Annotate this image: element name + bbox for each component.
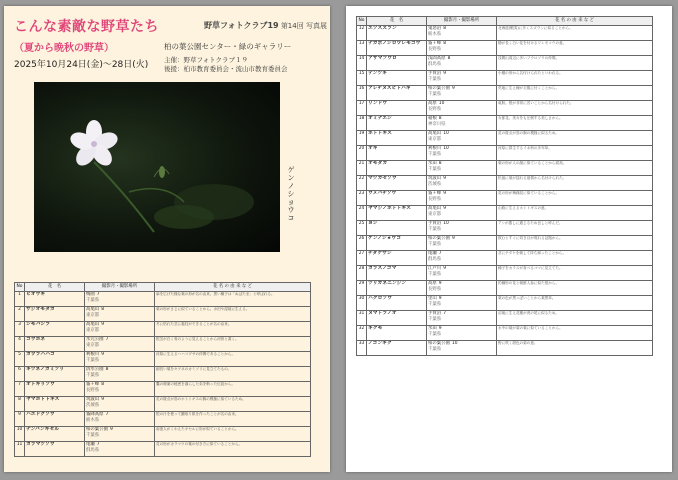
row-place-name: 高尾山 [86, 307, 100, 312]
table-row [357, 101, 653, 116]
brand-name: 野草フォトクラブ19 [204, 21, 279, 30]
row-place-name: 筑波山 [86, 397, 100, 402]
col-header-place: 撮影月・撮影場所 [427, 17, 497, 26]
table-row [15, 292, 311, 307]
table-row [15, 337, 311, 352]
row-month: 7 [438, 251, 442, 256]
row-place [427, 281, 497, 296]
row-place-name: 霧ヶ峰 [428, 41, 442, 46]
col-header-desc: 花 名 の 由 来 な ど [497, 17, 653, 26]
row-desc: 花の斑点が鳥の胸の模様に似るため。 [497, 131, 653, 146]
row-name: ナガボノシロワレモコウ [367, 41, 427, 56]
row-name: オトギリソウ [25, 382, 85, 397]
row-place [427, 71, 497, 86]
col-header-name: 花 名 [367, 17, 427, 26]
row-no: 33 [357, 341, 367, 356]
row-no: 15 [357, 71, 367, 86]
row-no: 16 [357, 86, 367, 101]
row-name: テンツキ [367, 71, 427, 86]
row-desc: 浅間山周辺に多いフウロソウの仲間。 [497, 56, 653, 71]
row-month: 10 [451, 341, 458, 346]
table-row [15, 442, 311, 457]
table-row [357, 326, 653, 341]
row-desc: 野に咲く紺色の菊の意。 [497, 341, 653, 356]
table-row [357, 41, 653, 56]
row-no: 6 [15, 367, 25, 382]
row-desc: 葉の色が黒っぽいことから葉黒草。 [497, 296, 653, 311]
row-desc: 釣鐘形の花と朝鮮人参に似た根から。 [497, 281, 653, 296]
row-month: 8 [101, 307, 104, 312]
row-place [85, 337, 155, 352]
exhibition-date: 2025年10月24日(金)〜28日(火) [14, 60, 149, 70]
row-month: 8 [438, 161, 442, 166]
row-desc: 花の斑点が鳥のホトトギスの胸の模様に似ているため。 [155, 397, 311, 412]
row-month: 7 [443, 311, 446, 316]
row-place [427, 296, 497, 311]
flower-table-right [356, 16, 653, 356]
row-place-name: 筑波山 [428, 176, 442, 181]
table-row [357, 176, 653, 191]
table-row [357, 161, 653, 176]
row-name: チダケサシ [367, 251, 427, 266]
row-month: 9 [443, 176, 446, 181]
row-desc: 葉の形がさじに似ていることから。水田や湿地に生える。 [155, 307, 311, 322]
row-place-name: 里山 [428, 296, 437, 301]
row-name: カワラハハコ [25, 352, 85, 367]
row-place [427, 341, 497, 356]
row-place-name: 利根川 [428, 146, 442, 151]
row-place [85, 307, 155, 322]
row-no: 32 [357, 326, 367, 341]
row-place-name: 浅間高原 [428, 56, 446, 61]
row-name: ヤマジノホトトギス [367, 206, 427, 221]
row-name: オギ [367, 146, 427, 161]
row-month: 9 [438, 296, 442, 301]
row-no: 1 [15, 292, 25, 307]
row-month: 9 [101, 352, 104, 357]
row-month: 7 [96, 292, 100, 297]
row-place [427, 251, 497, 266]
row-desc: 種子をカラスが食べるゴマに見立てた。 [497, 266, 653, 281]
right-page [346, 6, 672, 472]
row-no: 26 [357, 236, 367, 251]
row-prefecture: 千葉県 [428, 92, 442, 97]
flower-table-left [14, 282, 311, 457]
row-desc: 根の汁を使って蝿取り紙を作ったことが名の由来。 [155, 412, 311, 427]
row-place-name: 箱根 [428, 116, 437, 121]
row-prefecture: 千葉県 [86, 358, 100, 363]
row-no: 20 [357, 146, 367, 161]
row-name: カラスノゴマ [367, 266, 427, 281]
row-no: 17 [357, 101, 367, 116]
row-prefecture: 栃木県 [86, 418, 100, 423]
row-place-name: 尾瀬 [86, 442, 95, 447]
col-header-name: 花 名 [25, 283, 85, 292]
row-no: 14 [357, 56, 367, 71]
row-name: リンドウ [367, 101, 427, 116]
col-header-place: 撮影月・撮影場所 [85, 283, 155, 292]
row-no: 10 [15, 427, 25, 442]
row-place-name: 手賀沼 [428, 71, 442, 76]
row-no: 4 [15, 337, 25, 352]
table-row [357, 146, 653, 161]
row-month: 9 [101, 322, 104, 327]
row-place-name: 手賀沼 [428, 311, 442, 316]
row-prefecture: 千葉県 [428, 167, 442, 172]
session-label: 第14回 写真展 [280, 22, 327, 30]
table-header-row [357, 17, 653, 26]
row-desc: 冬に枯れた茎に霜柱ができることが名の由来。 [155, 322, 311, 337]
row-prefecture: 茨城県 [86, 403, 100, 408]
row-name: ウメバチソウ [367, 191, 427, 206]
row-desc: 小穂の形から名付けられたといわれる。 [497, 71, 653, 86]
row-place [85, 412, 155, 427]
row-name: オモダカ [367, 161, 427, 176]
table-row [357, 56, 653, 71]
row-place [427, 206, 497, 221]
row-name: ツリガネニンジン [367, 281, 427, 296]
row-desc: 荒地に生え種が衣服に付くことから。 [497, 86, 653, 101]
row-place [427, 131, 497, 146]
row-prefecture: 長野県 [428, 47, 442, 52]
row-name: ホトトギス [367, 131, 427, 146]
table-row [15, 382, 311, 397]
row-no: 12 [357, 26, 367, 41]
row-place [427, 41, 497, 56]
row-desc: 葉の形が人の顔に似ていることから面高。 [497, 161, 653, 176]
row-place [427, 221, 497, 236]
row-place-name: 水田 [428, 326, 437, 331]
row-no: 18 [357, 116, 367, 131]
left-page [4, 6, 330, 472]
row-month: 9 [109, 427, 113, 432]
row-prefecture: 茨城県 [428, 182, 442, 187]
row-no: 11 [15, 442, 25, 457]
row-month: 9 [101, 397, 104, 402]
row-place [427, 161, 497, 176]
row-month: 9 [451, 86, 455, 91]
row-desc: 水中の葉が菊の葉に似ていることから。 [497, 326, 653, 341]
row-desc: 南蛮人がくわえたキセルに形が似ていることから。 [155, 427, 311, 442]
row-no: 29 [357, 281, 367, 296]
table-row [357, 296, 653, 311]
row-place-name: 水田 [428, 161, 437, 166]
row-desc: 河原に群生するイネ科の多年草。 [497, 146, 653, 161]
row-place-name: 高尾山 [428, 206, 442, 211]
row-no: 22 [357, 176, 367, 191]
row-place [427, 56, 497, 71]
row-name: ヨシ [367, 221, 427, 236]
photo-caption: ゲンノショウコ [287, 166, 295, 222]
row-name: ナンバンギセル [25, 427, 85, 442]
row-prefecture: 千葉県 [86, 373, 100, 378]
row-prefecture: 千葉県 [428, 242, 442, 247]
row-name: ハエドクソウ [25, 412, 85, 427]
row-place [85, 352, 155, 367]
table-row [15, 367, 311, 382]
table-row [357, 251, 653, 266]
flower-illustration [34, 82, 280, 252]
row-month: 9 [443, 191, 446, 196]
row-prefecture: 千葉県 [428, 272, 442, 277]
row-place-name: 梅園 [86, 292, 95, 297]
row-place-name: 手賀沼 [428, 221, 442, 226]
row-place [427, 266, 497, 281]
row-name: キツネノカミソリ [25, 367, 85, 382]
row-prefecture: 長野県 [428, 107, 442, 112]
row-name: ゲンノショウコ [367, 236, 427, 251]
table-row [15, 412, 311, 427]
table-row [357, 341, 653, 356]
row-no: 8 [15, 397, 25, 412]
row-prefecture: 群馬県 [86, 448, 100, 453]
row-month: 8 [105, 367, 109, 372]
row-name: カラマツソウ [25, 442, 85, 457]
row-name: アレチヌスビトハギ [367, 86, 427, 101]
row-prefecture: 千葉県 [428, 347, 442, 352]
row-name: シモバシラ [25, 322, 85, 337]
row-no: 24 [357, 206, 367, 221]
row-desc: 花の形がカラマツの葉の付き方に似ていることから。 [155, 442, 311, 457]
row-place-name: 高尾山 [86, 322, 100, 327]
row-prefecture: 千葉県 [428, 227, 442, 232]
row-desc: 鷹の傷薬の秘密を漏らした弟を斬った伝説から。 [155, 382, 311, 397]
row-desc: 細長い葉をキツネのカミソリに見立てたもの。 [155, 367, 311, 382]
row-place-name: 水元公園 [86, 337, 104, 342]
row-no: 13 [357, 41, 367, 56]
table-row [15, 397, 311, 412]
row-month: 7 [105, 337, 109, 342]
row-name: アサマフウロ [367, 56, 427, 71]
row-month: 10 [438, 101, 445, 106]
row-name: マツカゼソウ [367, 176, 427, 191]
row-place [85, 397, 155, 412]
row-no: 25 [357, 221, 367, 236]
row-name: ヒオウギ [25, 292, 85, 307]
table-row [357, 236, 653, 251]
table-row [357, 221, 653, 236]
row-desc: 扇を広げた様な葉の形が名の由来。黒い種子は「ぬばたま」と呼ばれる。 [155, 292, 311, 307]
row-month: 7 [105, 412, 109, 417]
row-no: 7 [15, 382, 25, 397]
row-desc: 河原に生えるハハコグサの仲間であることから。 [155, 352, 311, 367]
row-prefecture: 東京都 [428, 212, 442, 217]
row-place [85, 322, 155, 337]
row-month: 10 [443, 131, 449, 136]
row-place-name: 高原 [428, 281, 437, 286]
row-place-name: 高原 [428, 101, 437, 106]
row-month: 7 [96, 442, 100, 447]
row-prefecture: 長野県 [428, 197, 442, 202]
row-place [85, 442, 155, 457]
row-no: 19 [357, 131, 367, 146]
table-row [15, 322, 311, 337]
row-place-name: 柏の葉公園 [428, 341, 450, 346]
row-place [427, 86, 497, 101]
table-header-row [15, 283, 311, 292]
row-place [427, 326, 497, 341]
row-name: キクモ [367, 326, 427, 341]
row-month: 9 [438, 281, 442, 286]
row-desc: 根茎が白く骨のように見えることから河骨と書く。 [155, 337, 311, 352]
row-month: 9 [451, 236, 455, 241]
row-name: ヌマトラノオ [367, 311, 427, 326]
row-month: 9 [443, 206, 446, 211]
table-row [357, 131, 653, 146]
col-header-desc: 花 名 の 由 来 な ど [155, 283, 311, 292]
row-place-name: 霧ヶ峰 [86, 382, 100, 387]
row-month: 10 [443, 146, 449, 151]
row-place [427, 311, 497, 326]
row-prefecture: 千葉県 [428, 332, 442, 337]
row-prefecture: 長野県 [86, 388, 100, 393]
table-row [357, 86, 653, 101]
row-place-name: 高尾山 [428, 131, 442, 136]
row-prefecture: 千葉県 [428, 152, 442, 157]
row-month: 9 [443, 71, 446, 76]
table-row [357, 311, 653, 326]
row-prefecture: 東京都 [86, 328, 100, 333]
row-place [427, 236, 497, 251]
organizers [164, 56, 288, 74]
row-name: エゾスズラン [367, 26, 427, 41]
row-name: ハグロソウ [367, 296, 427, 311]
flower-photo [34, 82, 280, 252]
row-prefecture: 東京都 [428, 137, 442, 142]
row-place [427, 101, 497, 116]
row-no: 30 [357, 296, 367, 311]
row-no: 2 [15, 307, 25, 322]
row-month: 10 [443, 221, 449, 226]
venue: 柏の葉公園センター・緑のギャラリー [164, 42, 292, 51]
row-prefecture: 東京都 [86, 313, 100, 318]
brand-session [204, 20, 327, 31]
exhibition-title: こんな素敵な野草たち [14, 19, 159, 35]
row-prefecture: 神奈川県 [428, 122, 446, 127]
row-place [85, 367, 155, 382]
row-name: ノコンギク [367, 341, 427, 356]
row-name: オミナエシ [367, 116, 427, 131]
row-desc: 穂が長く白い花を付けるワレモコウの意。 [497, 41, 653, 56]
row-month: 9 [438, 326, 442, 331]
row-desc: 飲むとすぐに効き目が現れる証拠から。 [497, 236, 653, 251]
row-desc: 竜胆。根が非常に苦いことから名付けられた。 [497, 101, 653, 116]
row-no: 5 [15, 352, 25, 367]
row-place-name: 尾瀬 [428, 251, 437, 256]
table-row [15, 307, 311, 322]
row-prefecture: 群馬県 [428, 257, 442, 262]
row-place-name: 清水公園 [86, 367, 104, 372]
row-prefecture: 千葉県 [86, 298, 100, 303]
row-no: 31 [357, 311, 367, 326]
row-desc: 沼地に生え花穂が虎の尾に似るため。 [497, 311, 653, 326]
row-place-name: 柏の葉公園 [86, 427, 108, 432]
row-month: 8 [443, 26, 446, 31]
table-row [15, 427, 311, 442]
row-prefecture: 群馬県 [428, 62, 442, 67]
row-place-name: 江戸川 [428, 266, 442, 271]
row-place [427, 26, 497, 41]
row-desc: 松風に葉が揺れる風情から名付けられた。 [497, 176, 653, 191]
table-row [357, 206, 653, 221]
row-desc: 山路に生えるホトトギスの意。 [497, 206, 653, 221]
row-place [427, 116, 497, 131]
row-name: サジオモダカ [25, 307, 85, 322]
row-no: 23 [357, 191, 367, 206]
table-row [357, 71, 653, 86]
row-prefecture: 千葉県 [86, 433, 100, 438]
row-prefecture: 千葉県 [428, 302, 442, 307]
table-row [357, 266, 653, 281]
table-row [357, 116, 653, 131]
exhibition-subtitle: （夏から晩秋の野草） [14, 43, 114, 54]
row-no: 28 [357, 266, 367, 281]
row-place [427, 176, 497, 191]
row-place [85, 427, 155, 442]
row-place-name: 柏の葉公園 [428, 236, 450, 241]
row-no: 27 [357, 251, 367, 266]
row-place [427, 191, 497, 206]
row-no: 3 [15, 322, 25, 337]
col-header-no: No [15, 283, 25, 292]
row-desc: 花の形が梅鉢紋に似ていることから。 [497, 191, 653, 206]
row-month: 8 [438, 116, 442, 121]
row-place [85, 292, 155, 307]
row-place-name: 利根川 [86, 352, 100, 357]
row-desc: 北海道(蝦夷)に多くスズランに似ることから。 [497, 26, 653, 41]
table-row [15, 352, 311, 367]
row-name: コウホネ [25, 337, 85, 352]
row-place-name: 柏の葉公園 [428, 86, 450, 91]
row-place-name: 霧ヶ峰 [428, 191, 442, 196]
row-place-name: 霧降高原 [86, 412, 104, 417]
table-row [357, 281, 653, 296]
row-desc: 女郎花。美女をも圧倒する美しさから。 [497, 116, 653, 131]
table-row [357, 26, 653, 41]
organizer: 主催：野草フォトクラブ１９ [164, 56, 249, 64]
row-place [85, 382, 155, 397]
row-prefecture: 栃木県 [428, 32, 442, 37]
row-place-name: 鬼怒沼 [428, 26, 442, 31]
row-month: 8 [101, 382, 104, 387]
row-prefecture: 長野県 [428, 287, 442, 292]
row-prefecture: 千葉県 [428, 77, 442, 82]
row-place [427, 146, 497, 161]
row-month: 8 [447, 56, 451, 61]
row-month: 8 [443, 41, 446, 46]
row-prefecture: 東京都 [86, 343, 100, 348]
row-no: 9 [15, 412, 25, 427]
row-month: 9 [443, 266, 446, 271]
row-prefecture: 千葉県 [428, 317, 442, 322]
row-no: 21 [357, 161, 367, 176]
supporter: 後援：柏市教育委員会・流山市教育委員会 [164, 65, 288, 73]
col-header-no: No [357, 17, 367, 26]
row-name: ヤマホトトギス [25, 397, 85, 412]
row-desc: 茎にチダケを刺して持ち帰ったことから。 [497, 251, 653, 266]
row-desc: アシが悪しに通じるため良しと呼んだ。 [497, 221, 653, 236]
table-row [357, 191, 653, 206]
